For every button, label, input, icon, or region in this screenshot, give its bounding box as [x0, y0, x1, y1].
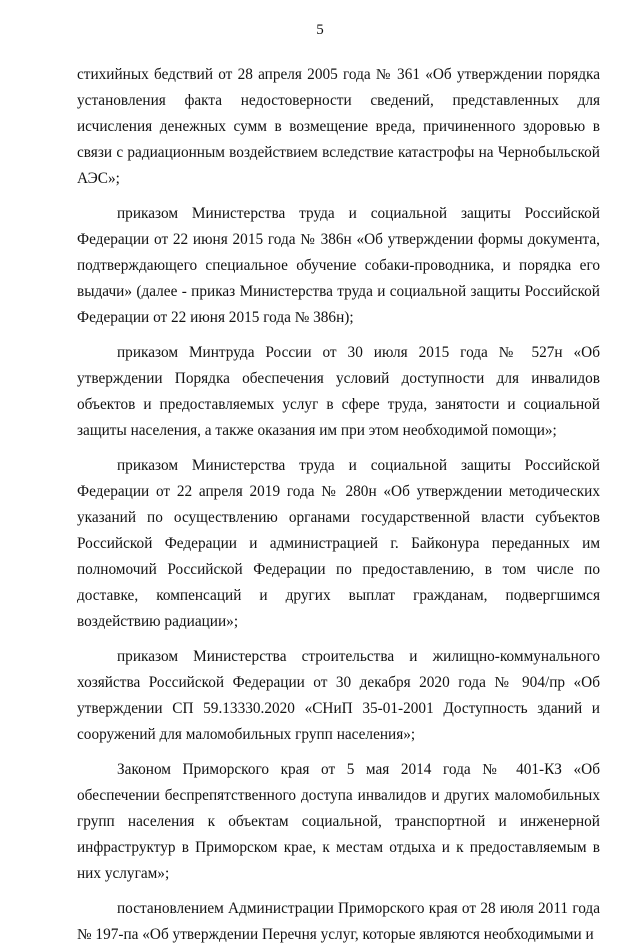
paragraph-law-401kz: Законом Приморского края от 5 мая 2014 года № 401-КЗ «Об обеспечении беспрепятственного доступа инвалидов и других маломобильных групп населения к объектам социальной, транспортной и инженерной инфраструктур в Приморском крае, к местам отдыха и к предоставляемым в них услугам»; [77, 761, 600, 882]
document-body [77, 62, 600, 948]
paragraph-order-904pr: приказом Министерства строительства и жилищно-коммунального хозяйства Российской Федерации от 30 декабря 2020 года № 904/пр «Об утверждении СП 59.13330.2020 «СНиП 35-01-2001 Доступность зданий и сооружений для маломобильных групп населения»; [77, 648, 600, 743]
paragraph-continuation: стихийных бедствий от 28 апреля 2005 года № 361 «Об утверждении порядка установления факта недостоверности сведений, представленных для исчисления денежных сумм в возмещение вреда, причиненного здоровью в связи с радиационным воздействием вследствие катастрофы на Чернобыльской АЭС»; [77, 66, 600, 187]
paragraph-order-527n: приказом Минтруда России от 30 июля 2015 года № 527н «Об утверждении Порядка обеспечения условий доступности для инвалидов объектов и предоставляемых услуг в сфере труда, занятости и социальной защиты населения, а также оказания им при этом необходимой помощи»; [77, 344, 600, 439]
paragraph-resolution-197pa: постановлением Администрации Приморского края от 28 июля 2011 года № 197-па «Об утверждении Перечня услуг, которые являются необходимыми и [77, 900, 600, 943]
paragraph-order-386n: приказом Министерства труда и социальной защиты Российской Федерации от 22 июня 2015 года № 386н «Об утверждении формы документа, подтверждающего специальное обучение собаки-проводника, и порядка его выдачи» (далее - приказ Министерства труда и социальной защиты Российской Федерации от 22 июня 2015 года № 386н); [77, 205, 600, 326]
page-number: 5 [316, 22, 324, 38]
paragraph-order-280n: приказом Министерства труда и социальной защиты Российской Федерации от 22 апреля 2019 года № 280н «Об утверждении методических указаний по осуществлению органами государственной власти субъектов Российской Федерации и администрацией г. Байконура переданных им полномочий Российской Федерации по предоставлению, в том числе по доставке, компенсаций и других выплат гражданам, подвергшимся воздействию радиации»; [77, 457, 600, 630]
